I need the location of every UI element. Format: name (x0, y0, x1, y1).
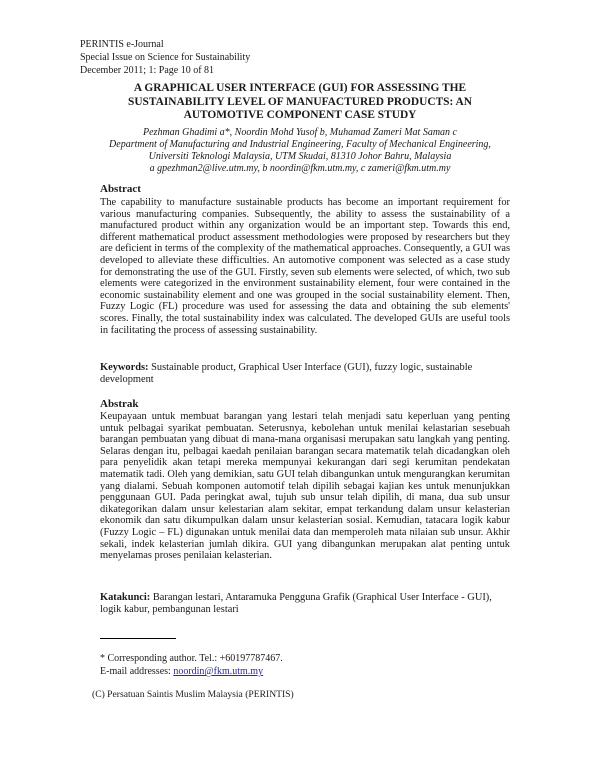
author-names: Pezhman Ghadimi a*, Noordin Mohd Yusof b, Muhamad Zameri Mat Saman c (143, 127, 457, 138)
katakunci-text: Barangan lestari, Antaramuka Pengguna Grafik (Graphical User Interface - GUI), logik kabur, pembangunan lestari (100, 592, 492, 615)
paper-title (80, 82, 520, 123)
title-line-3: AUTOMOTIVE COMPONENT CASE STUDY (183, 109, 417, 121)
author-emails: a gpezhman2@live.utm.my, b noordin@fkm.utm.my, c zameri@fkm.utm.my (149, 163, 451, 174)
katakunci-label: Katakunci: (100, 592, 151, 603)
katakunci (100, 592, 510, 616)
footnote (100, 652, 283, 678)
keywords-text: Sustainable product, Graphical User Interface (GUI), fuzzy logic, sustainable development (100, 362, 473, 385)
footnote-divider (100, 638, 176, 639)
abstract-heading: Abstract (100, 183, 141, 195)
keywords (100, 362, 510, 386)
journal-header (80, 38, 250, 77)
email-label: E-mail addresses: (100, 666, 174, 677)
keywords-label: Keywords: (100, 362, 149, 373)
abstrak-heading: Abstrak (100, 398, 139, 410)
affiliation-line-2: Universiti Teknologi Malaysia, UTM Skudai, 81310 Johor Bahru, Malaysia (148, 151, 452, 162)
title-line-1: A GRAPHICAL USER INTERFACE (GUI) FOR ASSESSING THE (133, 82, 467, 94)
issue-name: Special Issue on Science for Sustainability (80, 52, 251, 63)
email-link[interactable]: noordin@fkm.utm.my (173, 666, 264, 677)
author-block (80, 127, 520, 175)
title-line-2: SUSTAINABILITY LEVEL OF MANUFACTURED PRODUCTS: AN (128, 95, 472, 108)
date-page: December 2011; 1: Page 10 of 81 (80, 65, 215, 76)
abstract-body: The capability to manufacture sustainable products has become an important requirement for various manufacturing companies. Subsequently, the ability to assess the sustainability of a manufactured product within any organization would be an important step. Towards this end, different mathematical product assessment methodologies were proposed by researchers but they are deficient in terms of the complexity of the mathematical approaches. Consequently, a GUI was developed to alleviate these difficulties. An automotive component was selected as a case study for demonstrating the use of the GUI. Firstly, seven sub elements were selected, of which, two sub elements were categorized in the environment sustainability element, four were contained in the economic sustainability element and one was grouped in the social sustainability element. Then, Fuzzy Logic (FL) procedure was used for assessing the data and obtaining the sub elements' scores. Finally, the total sustainability index was calculated. The developed GUIs are useful tools in facilitating the process of assessing sustainability. (100, 197, 510, 336)
affiliation-line-1: Department of Manufacturing and Industrial Engineering, Faculty of Mechanical Engineering, (109, 139, 491, 150)
copyright-footer: (C) Persatuan Saintis Muslim Malaysia (PERINTIS) (92, 689, 294, 700)
abstrak-body: Keupayaan untuk membuat barangan yang lestari telah menjadi satu keperluan yang penting untuk pelbagai syarikat pembuatan. Seterusnya, kebolehan untuk menilai kelastarian sesebuah barangan pembuatan yang dibuat di mana-mana organisasi merupakan satu langkah yang penting. Selaras dengan itu, pelbagai kaedah penilaian barangan secara matematik telah dicadangkan oleh para penyelidik akan tetapi mereka mempunyai kekurangan dari segi kerumitan pendekatan matematik tadi. Oleh yang demikian, satu GUI telah dibangunkan untuk mengurangkan kerumitan yang dialami. Sebuah komponen automotif telah dipilih sebagai kajian kes untuk menunjukkan penggunaan GUI. Pada peringkat awal, tujuh sub unsur telah dipilih, di mana, dua sub unsur dikategorikan dalam unsur kelestarian alam sekitar, empat terkandung dalam unsur kelasterian ekonomik dan satu dikumpulkan dalam unsur kelasterian sosial. Kemudian, tatacara logik kabur (Fuzzy Logic – FL) digunakan untuk menilai data dan memperoleh mata nilaian sub unsur. Akhir sekali, indek kelasterian jumlah dikira. GUI yang dibangunkan merupakan alat penting untuk menyelamas proses penilaian kelasterian. (100, 411, 510, 562)
email-line (100, 665, 283, 678)
corresponding-author: * Corresponding author. Tel.: +60197787467. (100, 653, 283, 664)
journal-name: PERINTIS e-Journal (80, 39, 164, 50)
